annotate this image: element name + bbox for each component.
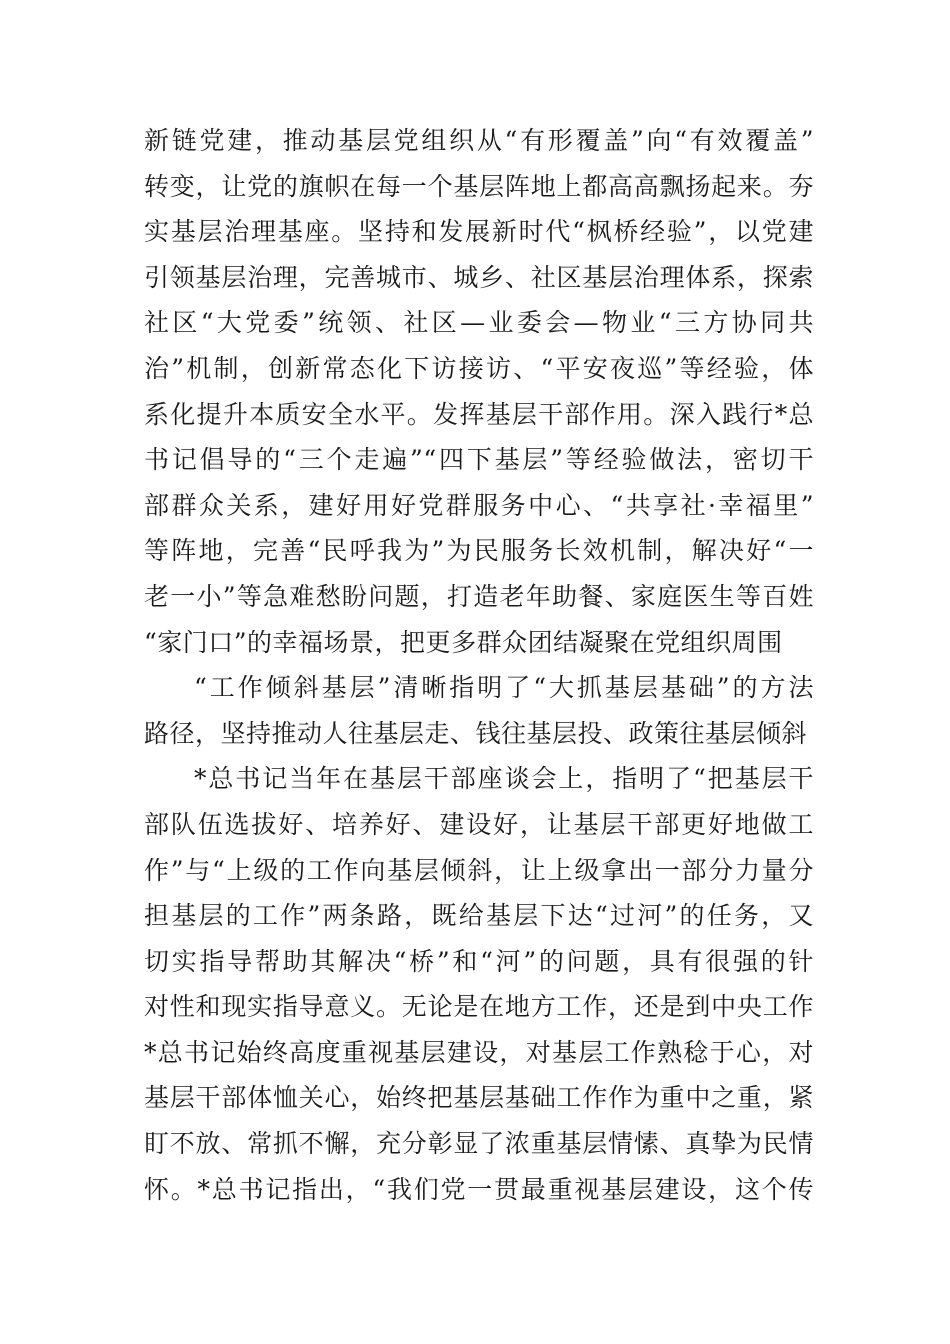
text-line: 担基层的工作”两条路，既给基层下达“过河”的任务，又 bbox=[144, 901, 814, 931]
text-line: 治”机制，创新常态化下访接访、“平安夜巡”等经验，体 bbox=[144, 353, 814, 383]
text-line: 引领基层治理，完善城市、城乡、社区基层治理体系，探索 bbox=[144, 262, 814, 292]
text-line: 怀。*总书记指出，“我们党一贯最重视基层建设，这个传 bbox=[144, 1174, 814, 1204]
text-line: 老一小”等急难愁盼问题，打造老年助餐、家庭医生等百姓 bbox=[144, 581, 814, 611]
paragraph-first-line: *总书记当年在基层干部座谈会上，指明了“把基层干 bbox=[194, 764, 814, 794]
text-line: 新链党建，推动基层党组织从“有形覆盖”向“有效覆盖” bbox=[144, 126, 814, 155]
paragraph-first-line: “工作倾斜基层”清晰指明了“大抓基层基础”的方法 bbox=[194, 673, 814, 703]
text-line: 盯不放、常抓不懈，充分彰显了浓重基层情愫、真挚为民情 bbox=[144, 1129, 814, 1159]
text-line: 切实指导帮助其解决“桥”和“河”的问题，具有很强的针 bbox=[144, 946, 814, 976]
text-line: 作”与“上级的工作向基层倾斜，让上级拿出一部分力量分 bbox=[144, 855, 814, 885]
text-line: 书记倡导的“三个走遍”“四下基层”等经验做法，密切干 bbox=[144, 445, 814, 475]
text-line: 路径，坚持推动人往基层走、钱往基层投、政策往基层倾斜 bbox=[144, 718, 808, 748]
text-line: 转变，让党的旗帜在每一个基层阵地上都高高飘扬起来。夯 bbox=[144, 171, 814, 201]
text-line: 社区“大党委”统领、社区—业委会—物业“三方协同共 bbox=[144, 308, 814, 338]
text-line: 基层干部体恤关心，始终把基层基础工作作为重中之重，紧 bbox=[144, 1083, 814, 1113]
text-line: “家门口”的幸福场景，把更多群众团结凝聚在党组织周围 bbox=[144, 627, 783, 657]
text-line: 系化提升本质安全水平。发挥基层干部作用。深入践行*总 bbox=[144, 399, 814, 429]
text-line: 部群众关系，建好用好党群服务中心、“共享社·幸福里” bbox=[144, 490, 814, 520]
body-text bbox=[144, 118, 814, 1212]
text-line: 对性和现实指导意义。无论是在地方工作，还是到中央工作 bbox=[144, 992, 814, 1022]
text-line: 等阵地，完善“民呼我为”为民服务长效机制，解决好“一 bbox=[144, 536, 814, 566]
text-line: *总书记始终高度重视基层建设，对基层工作熟稔于心，对 bbox=[144, 1037, 814, 1067]
text-line: 实基层治理基座。坚持和发展新时代“枫桥经验”，以党建 bbox=[144, 217, 814, 247]
text-line: 部队伍选拔好、培养好、建设好，让基层干部更好地做工 bbox=[144, 809, 814, 839]
